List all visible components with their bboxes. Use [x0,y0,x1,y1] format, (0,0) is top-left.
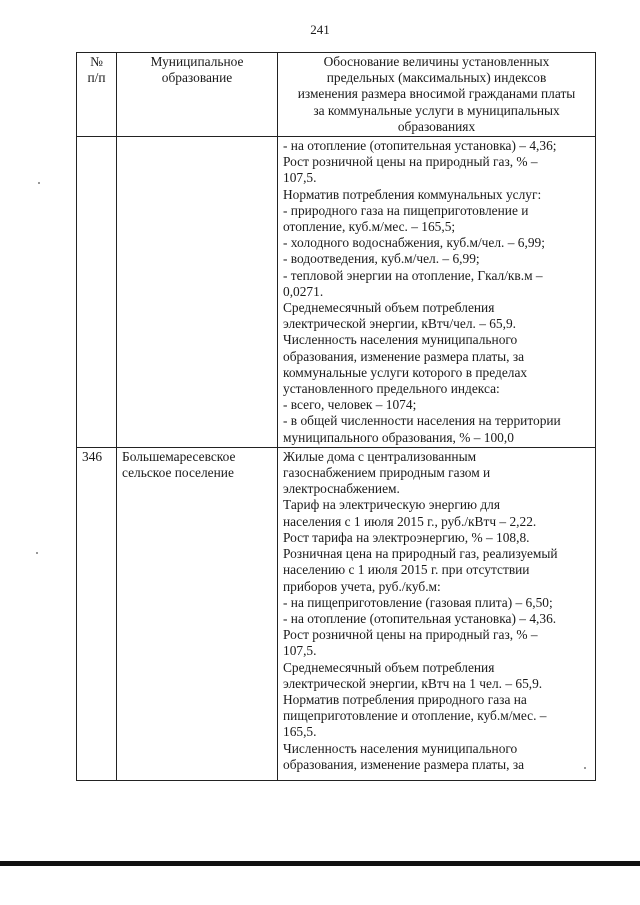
text-line: приборов учета, руб./куб.м: [283,578,441,594]
header-justification-line: предельных (максимальных) индексов [326,70,547,86]
text-line: Рост тарифа на электроэнергию, % – 108,8. [283,529,530,545]
cell-number: 346 [77,447,117,780]
text-line: - холодного водоснабжения, куб.м/чел. – 6,99; [283,235,545,251]
header-justification-line: Обоснование величины установленных [323,54,550,69]
municipality-line: Большемаресевское [122,448,236,464]
table-row-continued [77,137,596,448]
cell-municipality-empty [117,137,278,448]
text-line: муниципального образования, % – 100,0 [283,429,514,445]
text-line: - природного газа на пищеприготовление и [283,202,529,218]
text-line: коммунальные услуги которого в пределах [283,364,528,380]
text-line: электрической энергии, кВтч на 1 чел. – 65,9. [283,675,543,691]
page-number: 241 [310,22,330,37]
scan-speck [36,552,38,554]
scan-speck [584,767,586,769]
text-line: Численность населения муниципального [283,332,518,348]
indices-table [76,52,596,781]
text-line: Численность населения муниципального [283,740,518,756]
municipality-line: сельское поселение [122,465,234,481]
text-line: Рост розничной цены на природный газ, % – [283,154,538,170]
text-line: отопление, куб.м/мес. – 165,5; [283,219,456,235]
header-justification-line: образованиях [397,118,476,134]
header-justification [278,53,596,137]
cell-number-empty [77,137,117,448]
table-header-row [77,53,596,137]
text-line: электрической энергии, кВтч/чел. – 65,9. [283,316,517,332]
cell-municipality [117,447,278,780]
text-line: Тариф на электрическую энергию для [283,497,501,513]
scan-bottom-edge [0,861,640,866]
text-line: установленного предельного индекса: [283,381,500,397]
cell-justification [278,447,596,780]
text-line: - на отопление (отопительная установка) – 4,36; [283,138,557,154]
text-line: пищеприготовление и отопление, куб.м/мес. – [283,708,547,724]
text-line: - на пищеприготовление (газовая плита) – 6,50; [283,594,553,610]
text-line: населения с 1 июля 2015 г., руб./кВтч – 2,22. [283,513,537,529]
cell-justification-continued [278,137,596,448]
text-line: 165,5. [283,724,317,740]
text-line: Рост розничной цены на природный газ, % – [283,627,538,643]
header-municipality-line: Муниципальное [150,54,244,69]
text-line: Среднемесячный объем потребления [283,300,495,316]
header-number-line: п/п [87,70,106,86]
text-line: электроснабжением. [283,481,400,497]
text-line: образования, изменение размера платы, за [283,348,525,364]
text-line: Жилые дома с централизованным [283,448,477,464]
header-municipality-line: образование [161,70,233,86]
table-row-346 [77,447,596,780]
text-line: Розничная цена на природный газ, реализуемый [283,546,558,562]
text-line: населению с 1 июля 2015 г. при отсутствии [283,562,530,578]
text-line: - в общей численности населения на территории [283,413,561,429]
text-line: Норматив потребления коммунальных услуг: [283,186,542,202]
text-line: - на отопление (отопительная установка) – 4,36. [283,610,557,626]
header-number-line: № [90,54,103,69]
scan-speck [38,182,40,184]
text-line: - тепловой энергии на отопление, Гкал/кв.м – [283,267,543,283]
text-line: 0,0271. [283,283,324,299]
header-municipality [117,53,278,137]
text-line: газоснабжением природным газом и [283,465,491,481]
header-number [77,53,117,137]
text-line: 107,5. [283,643,317,659]
text-line: 107,5. [283,170,317,186]
text-line: - водоотведения, куб.м/чел. – 6,99; [283,251,480,267]
text-line: образования, изменение размера платы, за [283,756,525,772]
text-line: - всего, человек – 1074; [283,397,417,413]
header-justification-line: изменения размера вносимой гражданами платы [297,86,576,102]
text-line: Среднемесячный объем потребления [283,659,495,675]
header-justification-line: за коммунальные услуги в муниципальных [313,102,560,118]
text-line: Норматив потребления природного газа на [283,691,527,707]
